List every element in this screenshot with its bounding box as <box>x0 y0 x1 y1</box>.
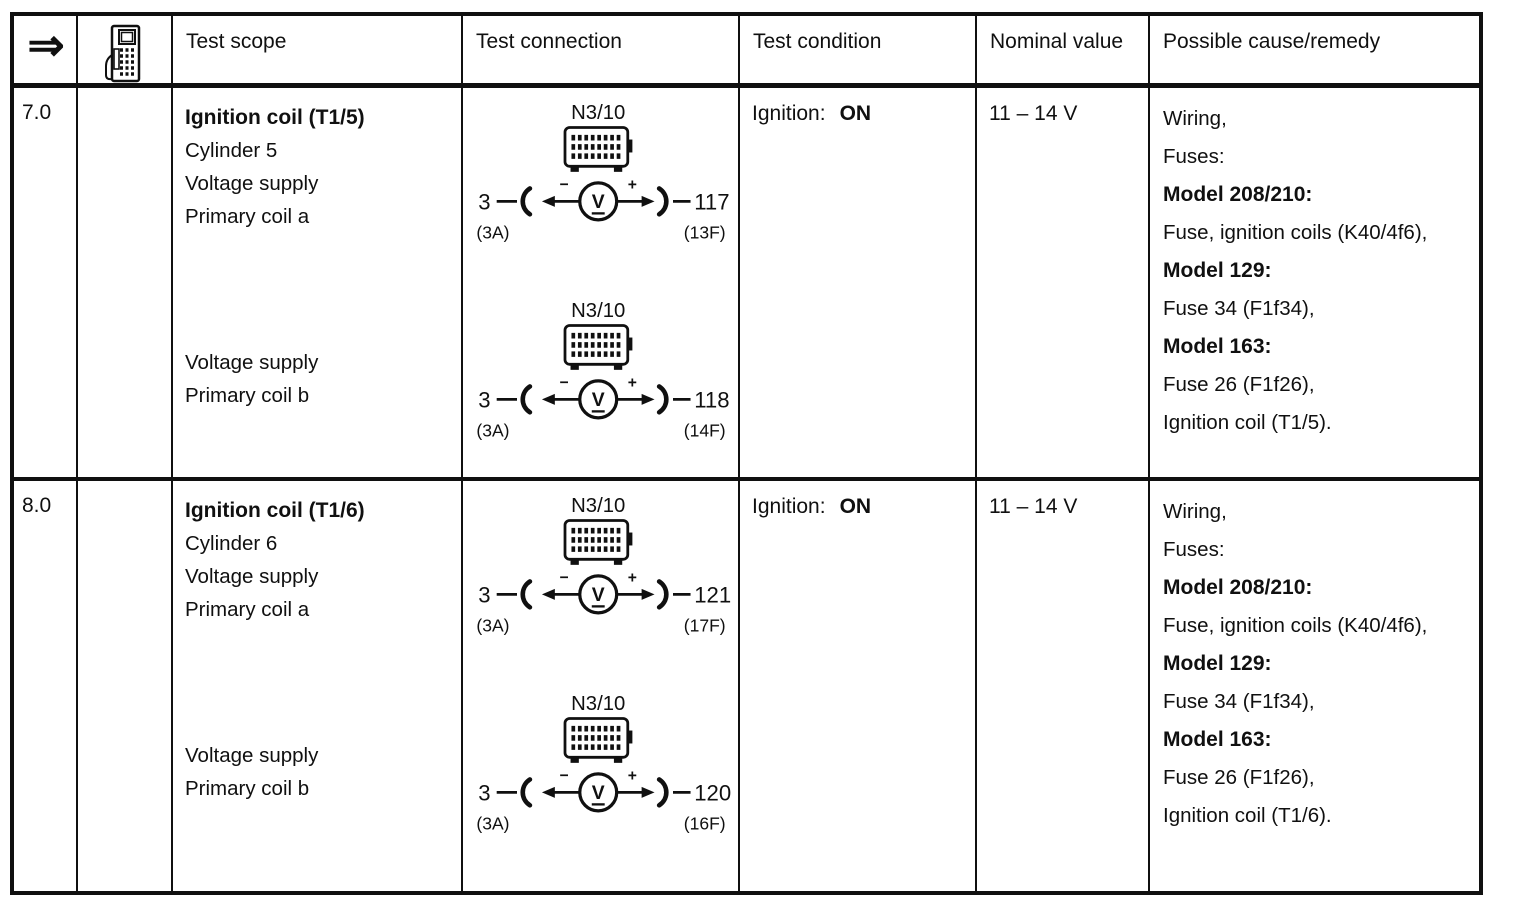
left-socket-label: (3A) <box>475 615 509 636</box>
cause-line: Fuse 34 (F1f34), <box>1163 690 1315 713</box>
cause-line: Ignition coil (T1/6). <box>1163 804 1332 827</box>
voltmeter-symbol <box>541 767 654 810</box>
module-label: N3/10 <box>570 693 625 716</box>
test-connection-diagram <box>469 97 733 243</box>
left-pin-number: 3 <box>477 582 491 608</box>
minus-sign: − <box>558 569 569 587</box>
right-pin-number: 120 <box>693 780 731 806</box>
scope-line: Cylinder 6 <box>185 532 278 555</box>
scope-line: Voltage supply <box>185 172 319 195</box>
nominal-value-cell <box>977 88 1150 481</box>
test-scope-cell <box>173 88 463 481</box>
plus-sign: + <box>627 569 637 587</box>
test-condition-cell <box>740 481 977 891</box>
left-pin-number: 3 <box>477 189 491 215</box>
socket-bracket-right <box>659 581 666 607</box>
cause-line: Model 129: <box>1163 259 1272 282</box>
header-test-scope: Test scope <box>173 16 463 88</box>
cause-line: Model 163: <box>1163 335 1272 358</box>
scope-line: Voltage supply <box>185 565 319 588</box>
test-scope-cell <box>173 481 463 891</box>
header-test-connection: Test connection <box>463 16 740 88</box>
socket-bracket-right <box>659 779 666 805</box>
plus-sign: + <box>627 176 637 194</box>
cause-line: Fuse 26 (F1f26), <box>1163 373 1315 396</box>
possible-cause-cell <box>1150 88 1479 481</box>
right-socket-label: (13F) <box>683 222 726 243</box>
condition-label: Ignition: <box>752 102 826 125</box>
tester-column-cell <box>78 481 173 891</box>
cause-line: Wiring, <box>1163 107 1227 130</box>
control-module-connector-icon <box>565 521 632 565</box>
diagnostic-test-table <box>10 12 1483 895</box>
possible-cause-cell <box>1150 481 1479 891</box>
scope-line: Primary coil b <box>185 384 310 407</box>
test-connection-cell <box>463 481 740 891</box>
minus-sign: − <box>558 176 569 194</box>
cause-line: Fuse 26 (F1f26), <box>1163 766 1315 789</box>
header-test-condition: Test condition <box>740 16 977 88</box>
left-socket-label: (3A) <box>475 222 509 243</box>
left-pin-number: 3 <box>477 387 491 413</box>
socket-bracket-right <box>659 188 666 214</box>
condition-value: ON <box>839 495 872 518</box>
cause-line: Fuse 34 (F1f34), <box>1163 297 1315 320</box>
test-connection-diagram <box>469 490 733 636</box>
scope-line: Primary coil a <box>185 205 310 228</box>
control-module-connector-icon <box>565 326 632 370</box>
module-label: N3/10 <box>570 495 625 518</box>
header-nominal-value: Nominal value <box>977 16 1150 88</box>
scope-line: Voltage supply <box>185 744 319 767</box>
condition-value: ON <box>839 102 872 125</box>
test-connection-diagram <box>469 295 733 441</box>
tester-column-cell <box>78 88 173 481</box>
control-module-connector-icon <box>565 128 632 172</box>
scope-line: Cylinder 5 <box>185 139 278 162</box>
scope-line: Primary coil b <box>185 777 310 800</box>
double-arrow-icon: ⇒ <box>27 21 63 70</box>
socket-bracket-left <box>522 581 529 607</box>
nominal-value-cell <box>977 481 1150 891</box>
cause-line: Fuse, ignition coils (K40/4f6), <box>1163 614 1428 637</box>
cause-line: Fuses: <box>1163 538 1225 561</box>
left-pin-number: 3 <box>477 780 491 806</box>
module-label: N3/10 <box>570 300 625 323</box>
voltmeter-symbol <box>541 374 654 417</box>
scope-title: Ignition coil (T1/5) <box>185 106 365 129</box>
cause-line: Model 129: <box>1163 652 1272 675</box>
control-module-connector-icon <box>565 719 632 763</box>
scope-line: Primary coil a <box>185 598 310 621</box>
plus-sign: + <box>627 767 637 785</box>
test-connection-cell <box>463 88 740 481</box>
header-arrow-cell <box>14 16 78 88</box>
step-number-label: 8.0 <box>22 494 52 517</box>
module-label: N3/10 <box>570 102 625 125</box>
socket-bracket-left <box>522 386 529 412</box>
step-number <box>14 88 78 481</box>
voltmeter-symbol <box>541 569 654 612</box>
right-pin-number: 118 <box>693 387 730 413</box>
step-number-label: 7.0 <box>22 101 52 124</box>
scope-line: Voltage supply <box>185 351 319 374</box>
right-socket-label: (17F) <box>683 615 726 636</box>
plus-sign: + <box>627 374 637 392</box>
voltmeter-symbol <box>541 176 654 219</box>
step-number <box>14 481 78 891</box>
socket-bracket-right <box>659 386 666 412</box>
cause-line: Model 163: <box>1163 728 1272 751</box>
right-pin-number: 117 <box>693 189 730 215</box>
header-possible-cause: Possible cause/remedy <box>1150 16 1479 88</box>
test-condition-cell <box>740 88 977 481</box>
socket-bracket-left <box>522 779 529 805</box>
cause-line: Fuse, ignition coils (K40/4f6), <box>1163 221 1428 244</box>
voltmeter-letter: V <box>591 583 605 606</box>
nominal-value: 11 – 14 V <box>989 495 1078 518</box>
hand-held-tester-icon <box>104 23 146 85</box>
cause-line: Model 208/210: <box>1163 576 1313 599</box>
voltmeter-letter: V <box>591 781 605 804</box>
voltmeter-letter: V <box>591 190 605 213</box>
test-connection-diagram <box>469 688 733 834</box>
cause-line: Model 208/210: <box>1163 183 1313 206</box>
scope-title: Ignition coil (T1/6) <box>185 499 365 522</box>
cause-line: Fuses: <box>1163 145 1225 168</box>
condition-label: Ignition: <box>752 495 826 518</box>
cause-line: Ignition coil (T1/5). <box>1163 411 1332 434</box>
right-socket-label: (16F) <box>683 813 726 834</box>
nominal-value: 11 – 14 V <box>989 102 1078 125</box>
minus-sign: − <box>558 374 569 392</box>
left-socket-label: (3A) <box>475 420 509 441</box>
voltmeter-letter: V <box>591 388 605 411</box>
header-tester-cell <box>78 16 173 88</box>
left-socket-label: (3A) <box>475 813 509 834</box>
socket-bracket-left <box>522 188 529 214</box>
cause-line: Wiring, <box>1163 500 1227 523</box>
right-socket-label: (14F) <box>683 420 726 441</box>
right-pin-number: 121 <box>693 582 731 608</box>
minus-sign: − <box>558 767 569 785</box>
